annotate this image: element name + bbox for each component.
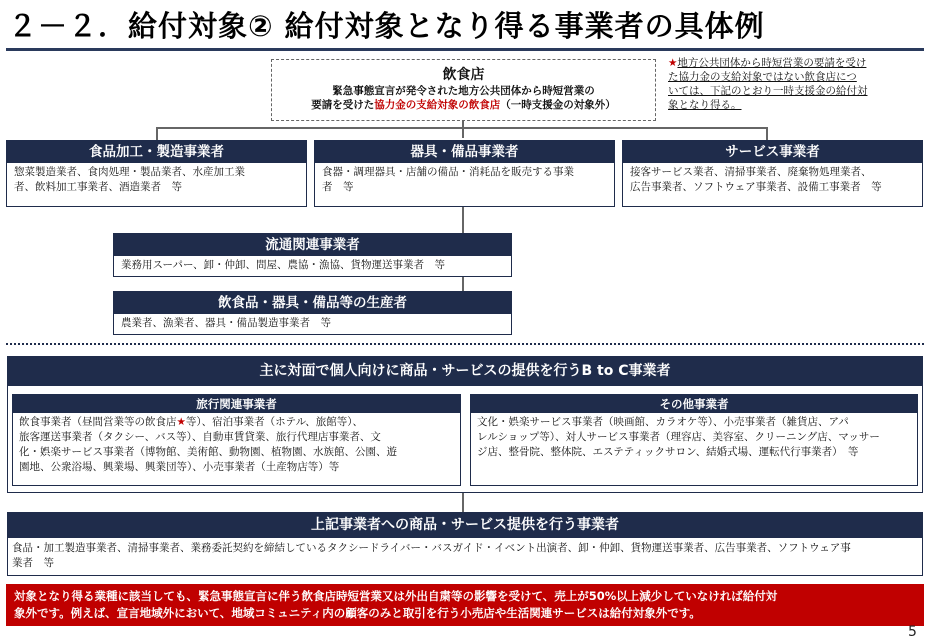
b2c-travel-line3: 化・娯楽サービス事業者（博物館、美術館、動物園、植物園、水族館、公園、遊 <box>19 446 397 458</box>
connector-to-distribution <box>462 207 464 233</box>
note-line1: 地方公共団体から時短営業の要請を受け <box>677 57 867 69</box>
note-line3: いては、下記のとおり一時支援金の給付対 <box>668 85 868 97</box>
category-food-heading: 食品加工・製造事業者 <box>7 141 306 163</box>
category-distribution-line1: 業務用スーパー、卸・仲卸、問屋、農協・漁協、貨物運送事業者 等 <box>121 259 446 271</box>
note <box>668 56 926 112</box>
b2c-travel <box>12 394 461 486</box>
category-food-line2: 者、飲料加工事業者、酒造業者 等 <box>14 181 182 193</box>
connector-horizontal <box>156 127 768 129</box>
category-service-heading: サービス事業者 <box>623 141 922 163</box>
restaurant-heading: 飲食店 <box>442 67 485 83</box>
restaurant-line2-prefix: 要請を受けた <box>311 99 375 111</box>
warning-line2: 象外です。例えば、宣言地域外において、地域コミュニティ内の顧客のみと取引を行う小売店や生活関連サービスは給付対象外です。 <box>14 606 701 620</box>
suppliers-body <box>12 541 920 571</box>
b2c-other-body <box>471 413 917 462</box>
connector-vertical-top <box>462 121 464 138</box>
category-service-line1: 接客サービス業者、清掃事業者、廃棄物処理業者、 <box>630 166 872 178</box>
section-divider <box>6 343 924 345</box>
b2c-travel-line1b: 等）、宿泊事業者（ホテル、旅館等）、 <box>185 416 364 428</box>
category-producers-line1: 農業者、漁業者、器具・備品製造事業者 等 <box>121 317 331 329</box>
restaurant-line2-suffix: （一時支援金の対象外） <box>500 99 616 111</box>
category-food-processing <box>6 140 307 207</box>
category-equipment-body <box>315 163 614 197</box>
b2c-travel-line1a: 飲食事業者（昼間営業等の飲食店 <box>19 416 177 428</box>
b2c-travel-line4: 園地、公衆浴場、興業場、興業団等）、小売事業者（土産物店等）等 <box>19 461 340 473</box>
category-service <box>622 140 923 207</box>
title-divider <box>6 48 924 51</box>
restaurant-box <box>271 59 656 121</box>
category-food-line1: 惣菜製造業者、食肉処理・製品業者、水産加工業 <box>14 166 245 178</box>
b2c-other-line1: 文化・娯楽サービス事業者（映画館、カラオケ等）、小売事業者（雑貨店、アパ <box>477 416 849 428</box>
category-distribution-heading: 流通関連事業者 <box>114 234 511 256</box>
category-equipment-line1: 食器・調理器具・店舗の備品・消耗品を販売する事業 <box>322 166 574 178</box>
connector-left-drop <box>156 127 158 140</box>
page-title: ２－２．給付対象② 給付対象となり得る事業者の具体例 <box>8 9 765 43</box>
star-icon: ★ <box>176 416 186 428</box>
connector-to-producers <box>462 277 464 291</box>
b2c-other-line2: レルショップ等）、対人サービス事業者（理容店、美容室、クリーニング店、マッサー <box>477 431 880 443</box>
page-number: 5 <box>908 624 917 640</box>
category-distribution <box>113 233 512 277</box>
connector-right-drop <box>766 127 768 140</box>
star-icon: ★ <box>668 57 678 69</box>
warning-line1: 対象となり得る業種に該当しても、緊急事態宣言に伴う飲食店時短営業又は外出自粛等の影響を受けて、売上が50%以上減少していなければ給付対 <box>14 589 778 603</box>
b2c-travel-heading: 旅行関連事業者 <box>13 395 460 413</box>
note-line2: た協力金の支給対象ではない飲食店につ <box>668 71 857 83</box>
connector-b2c-to-suppliers <box>462 493 464 512</box>
suppliers-heading: 上記事業者への商品・サービス提供を行う事業者 <box>7 512 923 538</box>
category-producers <box>113 291 512 335</box>
b2c-travel-body <box>13 413 460 477</box>
category-equipment-line2: 者 等 <box>322 181 354 193</box>
b2c-other-heading: その他事業者 <box>471 395 917 413</box>
restaurant-line2-red: 協力金の支給対象の飲食店 <box>374 99 501 111</box>
category-food-body <box>7 163 306 197</box>
b2c-other-line3: ジ店、整骨院、整体院、エステティックサロン、結婚式場、運転代行事業者） 等 <box>477 446 859 458</box>
b2c-travel-line1 <box>19 415 454 430</box>
restaurant-line2 <box>272 98 655 112</box>
category-service-body <box>623 163 922 197</box>
note-line4: 象となり得る。 <box>668 99 742 111</box>
category-equipment-heading: 器具・備品事業者 <box>315 141 614 163</box>
category-service-line2: 広告事業者、ソフトウェア事業者、設備工事業者 等 <box>630 181 882 193</box>
warning-banner <box>6 584 924 626</box>
restaurant-line1: 緊急事態宣言が発令された地方公共団体から時短営業の <box>332 85 595 97</box>
suppliers-line2: 業者 等 <box>12 557 54 569</box>
category-equipment <box>314 140 615 207</box>
b2c-heading: 主に対面で個人向けに商品・サービスの提供を行うB to C事業者 <box>7 356 923 386</box>
b2c-other <box>470 394 918 486</box>
suppliers-line1: 食品・加工製造事業者、清掃事業者、業務委託契約を締結しているタクシードライバー・バスガイド・イベント出演者、卸・仲卸、貨物運送事業者、広告事業者、ソフトウェア事 <box>12 542 851 554</box>
b2c-travel-line2: 旅客運送事業者（タクシー、バス等）、自動車賃貸業、旅行代理店事業者、文 <box>19 431 381 443</box>
category-producers-heading: 飲食品・器具・備品等の生産者 <box>114 292 511 314</box>
